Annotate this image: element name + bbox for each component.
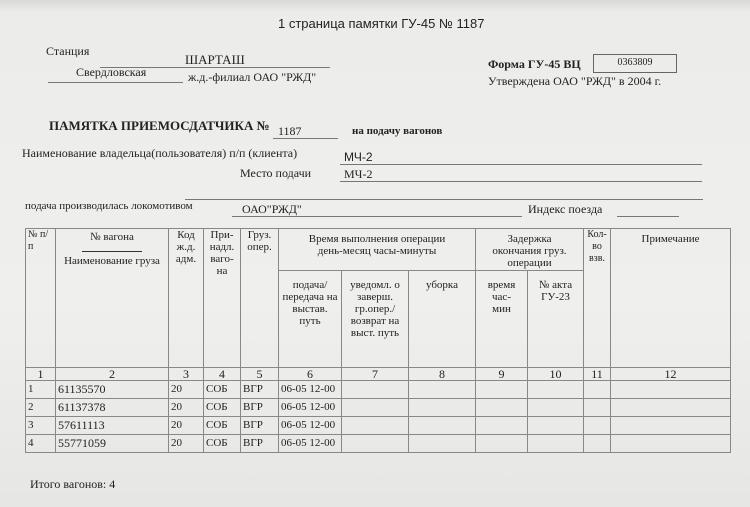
note (611, 417, 731, 435)
header-quantity: Кол-во взв. (584, 229, 611, 368)
col-number: 12 (611, 368, 731, 381)
cargo-operation: ВГР (241, 381, 279, 399)
header-cleanup: уборка (409, 271, 476, 368)
col-number: 9 (476, 368, 528, 381)
station-value: ШАРТАШ (185, 52, 245, 67)
train-index-label: Индекс поезда (528, 202, 603, 216)
railway-value: Свердловская (76, 65, 147, 79)
wagon-number: 61135570 (56, 381, 169, 399)
act-number (528, 435, 584, 453)
row-number: 2 (26, 399, 56, 417)
wagon-owner: СОБ (204, 399, 241, 417)
cleanup-time (409, 435, 476, 453)
memo-title: ПАМЯТКА ПРИЕМОСДАТЧИКА № (49, 118, 270, 133)
col-number: 2 (56, 368, 169, 381)
quantity (584, 381, 611, 399)
loco-value: ОАО"РЖД" (242, 202, 302, 216)
note (611, 435, 731, 453)
header-time: Время выполнения операции день-месяц часы-минуты (279, 229, 476, 271)
header-owner: При-надл. ваго-на (204, 229, 241, 368)
note (611, 381, 731, 399)
cleanup-time (409, 417, 476, 435)
col-number: 4 (204, 368, 241, 381)
col-number: 10 (528, 368, 584, 381)
header-code: Код ж.д. адм. (169, 229, 204, 368)
supply-time: 06-05 12-00 (279, 381, 342, 399)
place-label: Место подачи (240, 166, 312, 180)
wagon-number: 61137378 (56, 399, 169, 417)
memo-subtitle: на подачу вагонов (352, 125, 443, 137)
memo-number: 1187 (278, 124, 302, 138)
delay-time (476, 399, 528, 417)
cargo-operation: ВГР (241, 399, 279, 417)
cleanup-time (409, 399, 476, 417)
header-note: Примечание (611, 229, 731, 368)
approved-note: Утверждена ОАО "РЖД" в 2004 г. (488, 74, 662, 88)
header-act: № акта ГУ-23 (528, 271, 584, 368)
wagon-owner: СОБ (204, 435, 241, 453)
wagon-number: 55771059 (56, 435, 169, 453)
header-delay: Задержка окончания груз. операции (476, 229, 584, 271)
header-num: № п/п (26, 229, 56, 368)
form-code: 0363809 (593, 54, 677, 73)
wagon-number: 57611113 (56, 417, 169, 435)
header-supply: подача/ передача на выстав. путь (279, 271, 342, 368)
wagon-owner: СОБ (204, 417, 241, 435)
cargo-operation: ВГР (241, 417, 279, 435)
supply-time: 06-05 12-00 (279, 399, 342, 417)
row-number: 1 (26, 381, 56, 399)
quantity (584, 417, 611, 435)
railway-code: 20 (169, 417, 204, 435)
owner-value: МЧ-2 (344, 150, 373, 164)
header-wagon (56, 229, 169, 368)
table-row (26, 417, 731, 435)
col-number: 5 (241, 368, 279, 381)
header-wagon-number: № вагона (90, 231, 134, 243)
table-row (26, 381, 731, 399)
col-number: 6 (279, 368, 342, 381)
wagon-table (25, 228, 731, 453)
act-number (528, 381, 584, 399)
station-label: Станция (46, 44, 90, 58)
header-notify: уведомл. о заверш. гр.опер./ возврат на выст. путь (342, 271, 409, 368)
col-number: 7 (342, 368, 409, 381)
table-row (26, 399, 731, 417)
header-operation: Груз. опер. (241, 229, 279, 368)
cleanup-time (409, 381, 476, 399)
notify-time (342, 417, 409, 435)
railway-code: 20 (169, 381, 204, 399)
act-number (528, 417, 584, 435)
notify-time (342, 381, 409, 399)
owner-label: Наименование владельца(пользователя) п/п (клиента) (22, 146, 298, 160)
quantity (584, 399, 611, 417)
delay-time (476, 417, 528, 435)
total-wagons: Итого вагонов: 4 (30, 477, 116, 491)
cargo-operation: ВГР (241, 435, 279, 453)
delay-time (476, 435, 528, 453)
quantity (584, 435, 611, 453)
col-number: 3 (169, 368, 204, 381)
notify-time (342, 435, 409, 453)
row-number: 4 (26, 435, 56, 453)
col-number: 8 (409, 368, 476, 381)
railway-code: 20 (169, 435, 204, 453)
header-delay-time: время час-мин (476, 271, 528, 368)
place-value: МЧ-2 (344, 167, 373, 181)
col-number: 11 (584, 368, 611, 381)
act-number (528, 399, 584, 417)
form-label: Форма ГУ-45 ВЦ (488, 57, 581, 71)
row-number: 3 (26, 417, 56, 435)
header-cargo-name: Наименование груза (64, 255, 160, 267)
railway-label: ж.д.-филиал ОАО "РЖД" (188, 70, 317, 84)
delay-time (476, 381, 528, 399)
page-title: 1 страница памятки ГУ-45 № 1187 (278, 16, 485, 31)
col-number: 1 (26, 368, 56, 381)
supply-time: 06-05 12-00 (279, 435, 342, 453)
column-number-row (26, 368, 731, 381)
railway-code: 20 (169, 399, 204, 417)
loco-label: подача производилась локомотивом (25, 200, 193, 212)
table-row (26, 435, 731, 453)
wagon-owner: СОБ (204, 381, 241, 399)
notify-time (342, 399, 409, 417)
note (611, 399, 731, 417)
supply-time: 06-05 12-00 (279, 417, 342, 435)
